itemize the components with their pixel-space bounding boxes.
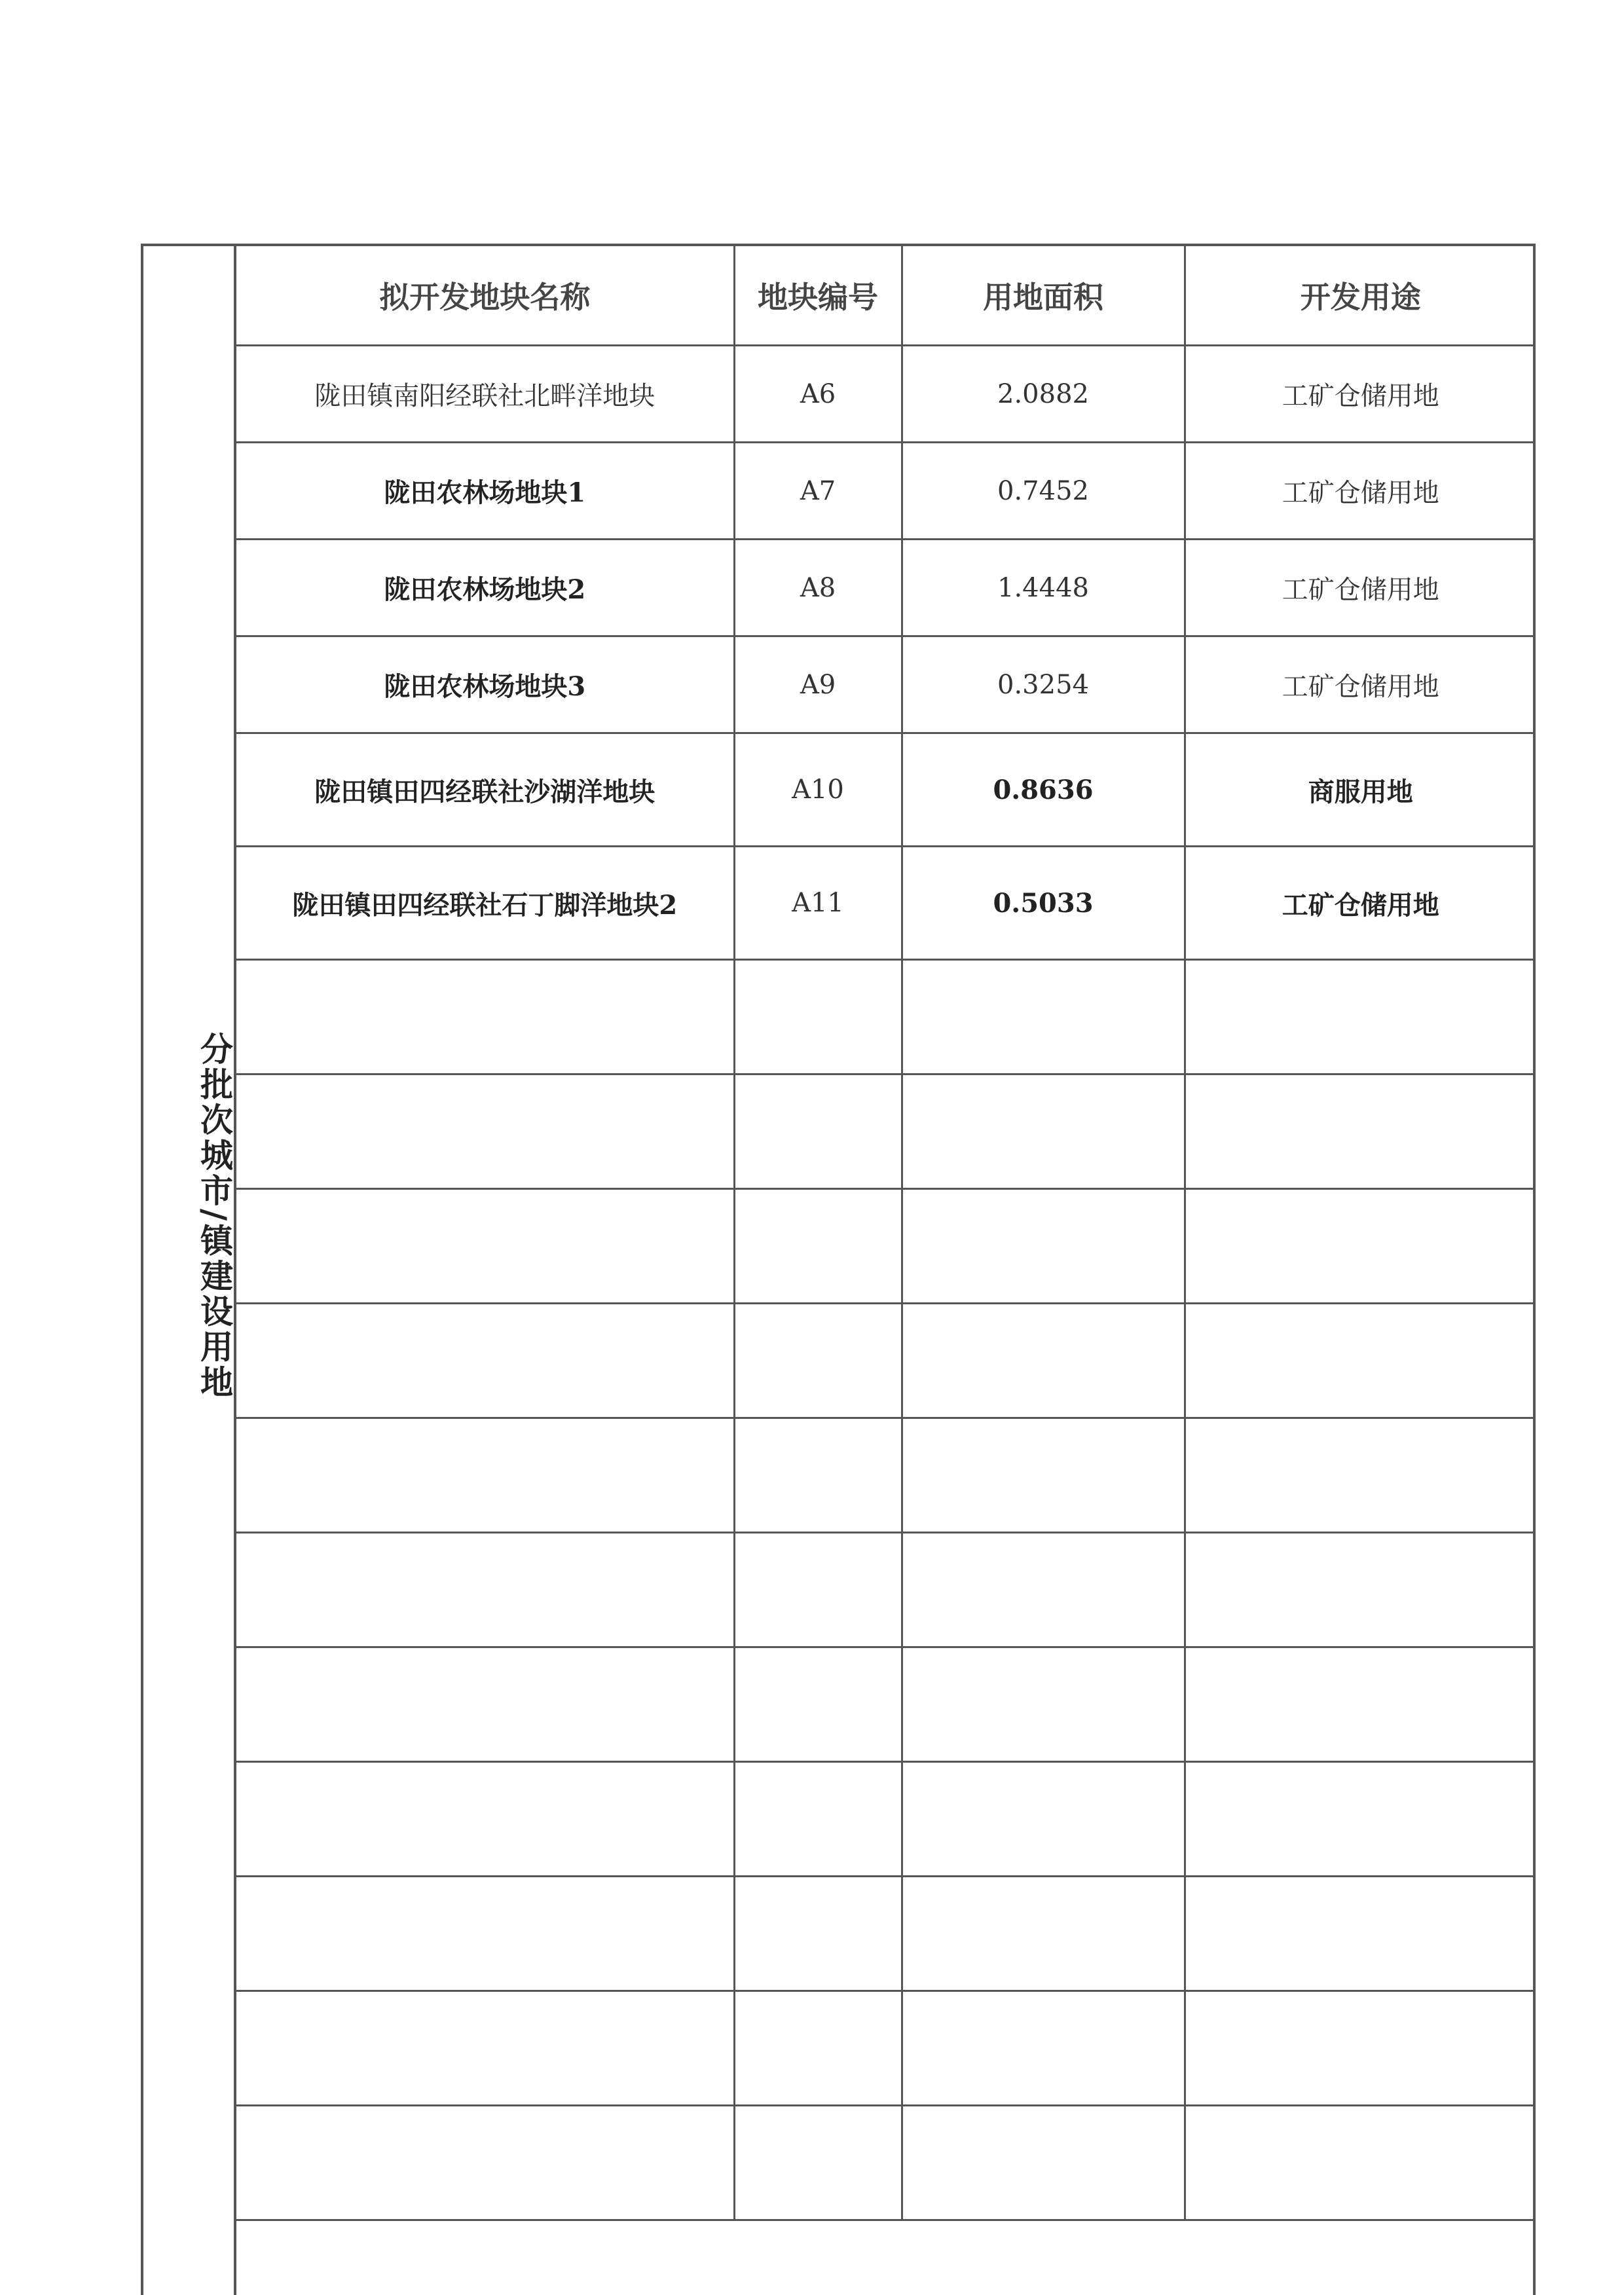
header-name: 拟开发地块名称 bbox=[236, 246, 734, 346]
empty-row bbox=[236, 1877, 1536, 1991]
empty-cell bbox=[236, 1647, 734, 1762]
cell-area: 1.4448 bbox=[902, 540, 1185, 636]
empty-cell bbox=[902, 1877, 1185, 1991]
empty-cell bbox=[1185, 2106, 1536, 2220]
empty-cell bbox=[1185, 1877, 1536, 1991]
empty-cell bbox=[1185, 1189, 1536, 1304]
empty-cell bbox=[734, 1647, 902, 1762]
empty-cell bbox=[236, 1189, 734, 1304]
cell-name: 陇田农林场地块3 bbox=[236, 636, 734, 733]
empty-row bbox=[236, 1762, 1536, 1877]
empty-row bbox=[236, 2106, 1536, 2220]
cell-code: A7 bbox=[734, 443, 902, 540]
empty-row bbox=[236, 1189, 1536, 1304]
cell-code: A9 bbox=[734, 636, 902, 733]
side-column bbox=[143, 246, 236, 2295]
cell-name: 陇田镇田四经联社沙湖洋地块 bbox=[236, 733, 734, 847]
table-row bbox=[236, 636, 1536, 733]
cell-area: 0.3254 bbox=[902, 636, 1185, 733]
empty-row bbox=[236, 1533, 1536, 1647]
empty-cell bbox=[902, 1762, 1185, 1877]
empty-cell bbox=[1185, 1418, 1536, 1533]
cell-name: 陇田农林场地块1 bbox=[236, 443, 734, 540]
empty-cell bbox=[236, 1533, 734, 1647]
cell-area: 0.8636 bbox=[902, 733, 1185, 847]
empty-cell bbox=[902, 1304, 1185, 1418]
cell-name: 陇田镇南阳经联社北畔洋地块 bbox=[236, 346, 734, 443]
empty-cell bbox=[1185, 1762, 1536, 1877]
empty-cell bbox=[734, 1418, 902, 1533]
land-use-form bbox=[141, 244, 1536, 2295]
table-row bbox=[236, 346, 1536, 443]
cell-use: 工矿仓储用地 bbox=[1185, 346, 1536, 443]
empty-cell bbox=[1185, 1304, 1536, 1418]
empty-row bbox=[236, 1991, 1536, 2106]
cell-use: 工矿仓储用地 bbox=[1185, 636, 1536, 733]
cell-area: 0.7452 bbox=[902, 443, 1185, 540]
empty-cell bbox=[236, 1877, 734, 1991]
empty-cell bbox=[236, 1991, 734, 2106]
empty-cell bbox=[1185, 1533, 1536, 1647]
header-row bbox=[236, 246, 1536, 346]
empty-row bbox=[236, 1647, 1536, 1762]
empty-row bbox=[236, 1074, 1536, 1189]
empty-cell bbox=[1185, 1647, 1536, 1762]
empty-cell bbox=[902, 2106, 1185, 2220]
empty-cell bbox=[1185, 960, 1536, 1074]
table-row bbox=[236, 847, 1536, 960]
table-row bbox=[236, 733, 1536, 847]
cell-code: A11 bbox=[734, 847, 902, 960]
empty-cell bbox=[1185, 1991, 1536, 2106]
empty-cell bbox=[902, 1991, 1185, 2106]
table-row bbox=[236, 540, 1536, 636]
header-area: 用地面积 bbox=[902, 246, 1185, 346]
cell-area: 2.0882 bbox=[902, 346, 1185, 443]
empty-cell bbox=[734, 1991, 902, 2106]
cell-name: 陇田镇田四经联社石丁脚洋地块2 bbox=[236, 847, 734, 960]
empty-cell bbox=[902, 1074, 1185, 1189]
empty-cell bbox=[734, 1189, 902, 1304]
empty-cell bbox=[236, 1418, 734, 1533]
cell-use: 工矿仓储用地 bbox=[1185, 540, 1536, 636]
cell-code: A6 bbox=[734, 346, 902, 443]
empty-cell bbox=[902, 1418, 1185, 1533]
empty-cell bbox=[902, 1189, 1185, 1304]
empty-cell bbox=[734, 1074, 902, 1189]
empty-cell bbox=[236, 960, 734, 1074]
side-label: 分批次城市/镇建设用地 bbox=[195, 1032, 233, 1401]
cell-use: 商服用地 bbox=[1185, 733, 1536, 847]
empty-row bbox=[236, 1304, 1536, 1418]
header-code: 地块编号 bbox=[734, 246, 902, 346]
empty-cell bbox=[236, 1304, 734, 1418]
empty-cell bbox=[734, 2106, 902, 2220]
empty-cell bbox=[902, 1533, 1185, 1647]
empty-cell bbox=[734, 1877, 902, 1991]
cell-use: 工矿仓储用地 bbox=[1185, 847, 1536, 960]
empty-row bbox=[236, 960, 1536, 1074]
empty-cell bbox=[734, 1762, 902, 1877]
empty-cell bbox=[902, 960, 1185, 1074]
header-use: 开发用途 bbox=[1185, 246, 1536, 346]
cell-use: 工矿仓储用地 bbox=[1185, 443, 1536, 540]
empty-cell bbox=[734, 1304, 902, 1418]
empty-cell bbox=[902, 1647, 1185, 1762]
empty-cell bbox=[1185, 1074, 1536, 1189]
cell-code: A10 bbox=[734, 733, 902, 847]
empty-cell bbox=[236, 1762, 734, 1877]
empty-cell bbox=[734, 960, 902, 1074]
table-row bbox=[236, 443, 1536, 540]
land-parcel-table bbox=[236, 246, 1536, 2221]
cell-area: 0.5033 bbox=[902, 847, 1185, 960]
empty-cell bbox=[236, 2106, 734, 2220]
cell-code: A8 bbox=[734, 540, 902, 636]
empty-cell bbox=[734, 1533, 902, 1647]
empty-cell bbox=[236, 1074, 734, 1189]
empty-row bbox=[236, 1418, 1536, 1533]
cell-name: 陇田农林场地块2 bbox=[236, 540, 734, 636]
